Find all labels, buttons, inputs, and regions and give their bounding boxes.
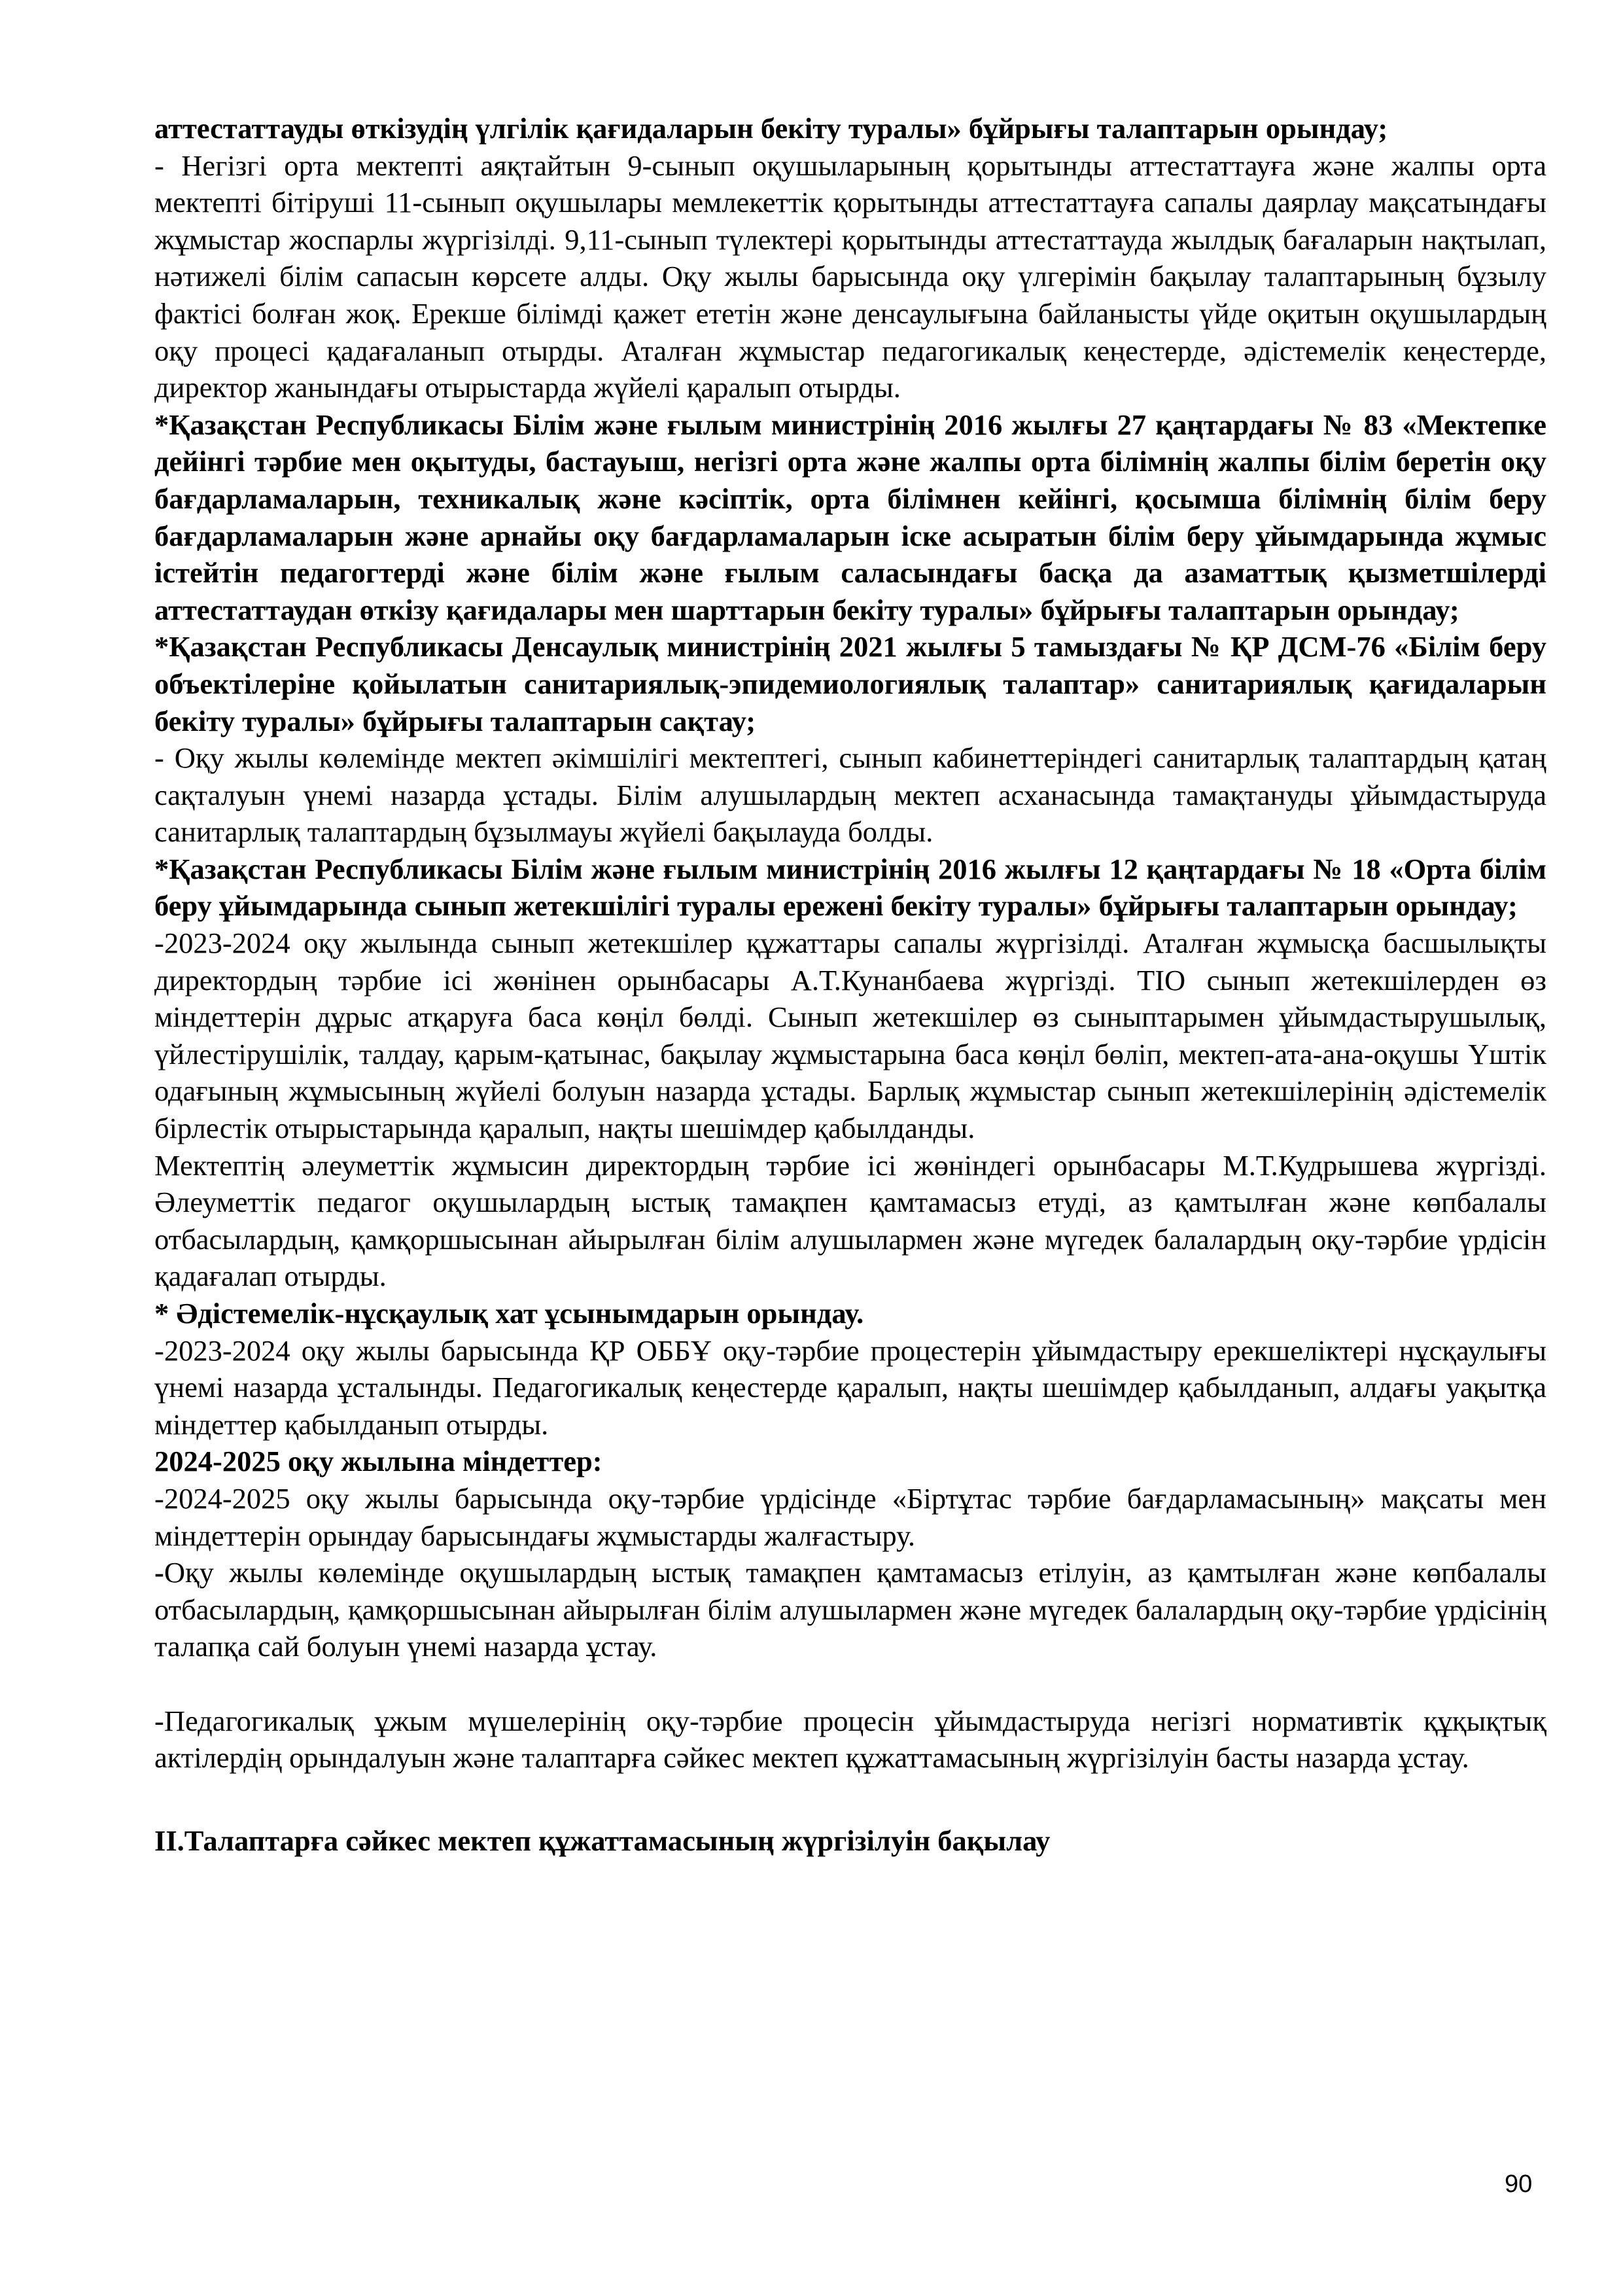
- paragraph-methodical-letter: -2023-2024 оқу жылы барысында ҚР ОББҰ оқу-тәрбие процестерін ұйымдастыру ерекшеліктері нұсқаулығы үнемі назарда ұсталынды. Педагогикалық кеңестерде қаралып, нақты шешімдер қабылданып, алдағы уақытқа міндеттер қабылданып отырды.: [154, 1333, 1546, 1441]
- section-heading-documentation-control: ІІ.Талаптарға сәйкес мектеп құжаттамасының жүргізілуін бақылау: [154, 1824, 1051, 1857]
- paragraph-order-dsm-76: *Қазақстан Республикасы Денсаулық министрінің 2021 жылғы 5 тамыздағы № ҚР ДСМ-76 «Білім беру объектілеріне қойылатын санитариялық-эпидемиологиялық талаптар» санитариялық қағидаларын бекіту туралы» бұйрығы талаптарын сақтау;: [154, 630, 1546, 737]
- paragraph-final-attestation: - Негізгі орта мектепті аяқтайтын 9-сынып оқушыларының қорытынды аттестаттауға және жалпы орта мектепті бітіруші 11-сынып оқушылары мемлекеттік қорытынды аттестаттауға сапалы даярлау мақсатындағы жұмыстар жоспарлы жүргізілді. 9,11-сынып түлектері қорытынды аттестаттауда жылдық бағаларын нақтылап, нәтижелі білім сапасын көрсете алды. Оқу жылы барысында оқу үлгерімін бақылау талаптарының бұзылу фактісі болған жоқ. Ерекше білімді қажет ететін және денсаулығына байланысты үйде оқитын оқушылардың оқу процесі қадағаланып отырды. Аталған жұмыстар педагогикалық кеңестерде, әдістемелік кеңестерде, директор жанындағы отырыстарда жүйелі қаралып отырды.: [154, 149, 1546, 404]
- paragraph-social-work: Мектептің әлеуметтік жұмысин директордың тәрбие ісі жөніндегі орынбасары М.Т.Кудрышева жүргізді. Әлеуметтік педагог оқушылардың ыстық тамақпен қамтамасыз етуді, аз қамтылған және көпбалалы отбасылардың, қамқоршысынан айырылған білім алушылармен және мүгедек балалардың оқу-тәрбие үрдісін қадағалап отырды.: [154, 1148, 1546, 1293]
- paragraph-attestation-rules-end: аттестаттауды өткізудің үлгілік қағидаларын бекіту туралы» бұйрығы талаптарын орындау;: [154, 112, 1388, 145]
- paragraph-class-teachers: -2023-2024 оқу жылында сынып жетекшілер құжаттары сапалы жүргізілді. Аталған жұмысқа басшылықты директордың тәрбие ісі жөнінен орынбасары А.Т.Кунанбаева жүргізді. ТІО сынып жетекшілерден өз міндеттерін дұрыс атқаруға баса көңіл бөлді. Сынып жетекшілер өз сыныптарымен ұйымдастырушылық, үйлестірушілік, талдау, қарым-қатынас, бақылау жұмыстарына баса көңіл бөліп, мектеп-ата-ана-оқушы Үштік одағының жұмысының жүйелі болуын назарда ұстады. Барлық жұмыстар сынып жетекшілерінің әдістемелік бірлестік отырыстарында қаралып, нақты шешімдер қабылданды.: [154, 927, 1546, 1145]
- document-page: [154, 110, 1546, 1859]
- paragraph-tasks-heading: 2024-2025 оқу жылына міндеттер:: [154, 1445, 602, 1478]
- blank-line: [154, 1776, 1546, 1822]
- paragraph-sanitary-control: - Оқу жылы көлемінде мектеп әкімшілігі мектептегі, сынып кабинеттеріндегі санитарлық талаптардың қатаң сақталуын үнемі назарда ұстады. Білім алушылардың мектеп асханасында тамақтануды ұйымдастыруда санитарлық талаптардың бұзылмауы жүйелі бақылауда болды.: [154, 741, 1546, 849]
- page-number: 90: [1505, 2170, 1533, 2198]
- blank-line: [154, 1665, 1546, 1703]
- paragraph-task-normative-acts: -Педагогикалық ұжым мүшелерінің оқу-тәрбие процесін ұйымдастыруда негізгі нормативтік құқықтық актілердің орындалуын және талаптарға сәйкес мектеп құжаттамасының жүргізілуін басты назарда ұстау.: [154, 1704, 1546, 1775]
- bold-dash: -: [154, 1556, 164, 1589]
- paragraph-task-upbringing-program: -2024-2025 оқу жылы барысында оқу-тәрбие үрдісінде «Біртұтас тәрбие бағдарламасының» мақсаты мен міндеттерін орындау барысындағы жұмыстарды жалғастыру.: [154, 1481, 1546, 1552]
- paragraph-task-hot-meals: [154, 1554, 1546, 1665]
- task-hot-meals-text: Оқу жылы көлемінде оқушылардың ыстық тамақпен қамтамасыз етілуін, аз қамтылған және көпбалалы отбасылардың, қамқоршысынан айырылған білім алушылармен және мүгедек балалардың оқу-тәрбие үрдісінің талапқа сай болуын үнемі назарда ұстау.: [154, 1556, 1546, 1663]
- paragraph-order-83: *Қазақстан Республикасы Білім және ғылым министрінің 2016 жылғы 27 қаңтардағы № 83 «Мектепке дейінгі тәрбие мен оқытуды, бастауыш, негізгі орта және жалпы орта білімнің жалпы білім беретін оқу бағдарламаларын, техникалық және кәсіптік, орта білімнен кейінгі, қосымша білімнің білім беру бағдарламаларын және арнайы оқу бағдарламаларын іске асыратын білім беру ұйымдарында жұмыс істейтін педагогтерді және білім және ғылым саласындағы басқа да азаматтық қызметшілерді аттестаттаудан өткізу қағидалары мен шарттарын бекіту туралы» бұйрығы талаптарын орындау;: [154, 408, 1546, 626]
- paragraph-order-18: *Қазақстан Республикасы Білім және ғылым министрінің 2016 жылғы 12 қаңтардағы № 18 «Орта білім беру ұйымдарында сынып жетекшілігі туралы ережені бекіту туралы» бұйрығы талаптарын орындау;: [154, 852, 1546, 923]
- paragraph-methodical-letter-heading: * Әдістемелік-нұсқаулық хат ұсынымдарын орындау.: [154, 1297, 864, 1330]
